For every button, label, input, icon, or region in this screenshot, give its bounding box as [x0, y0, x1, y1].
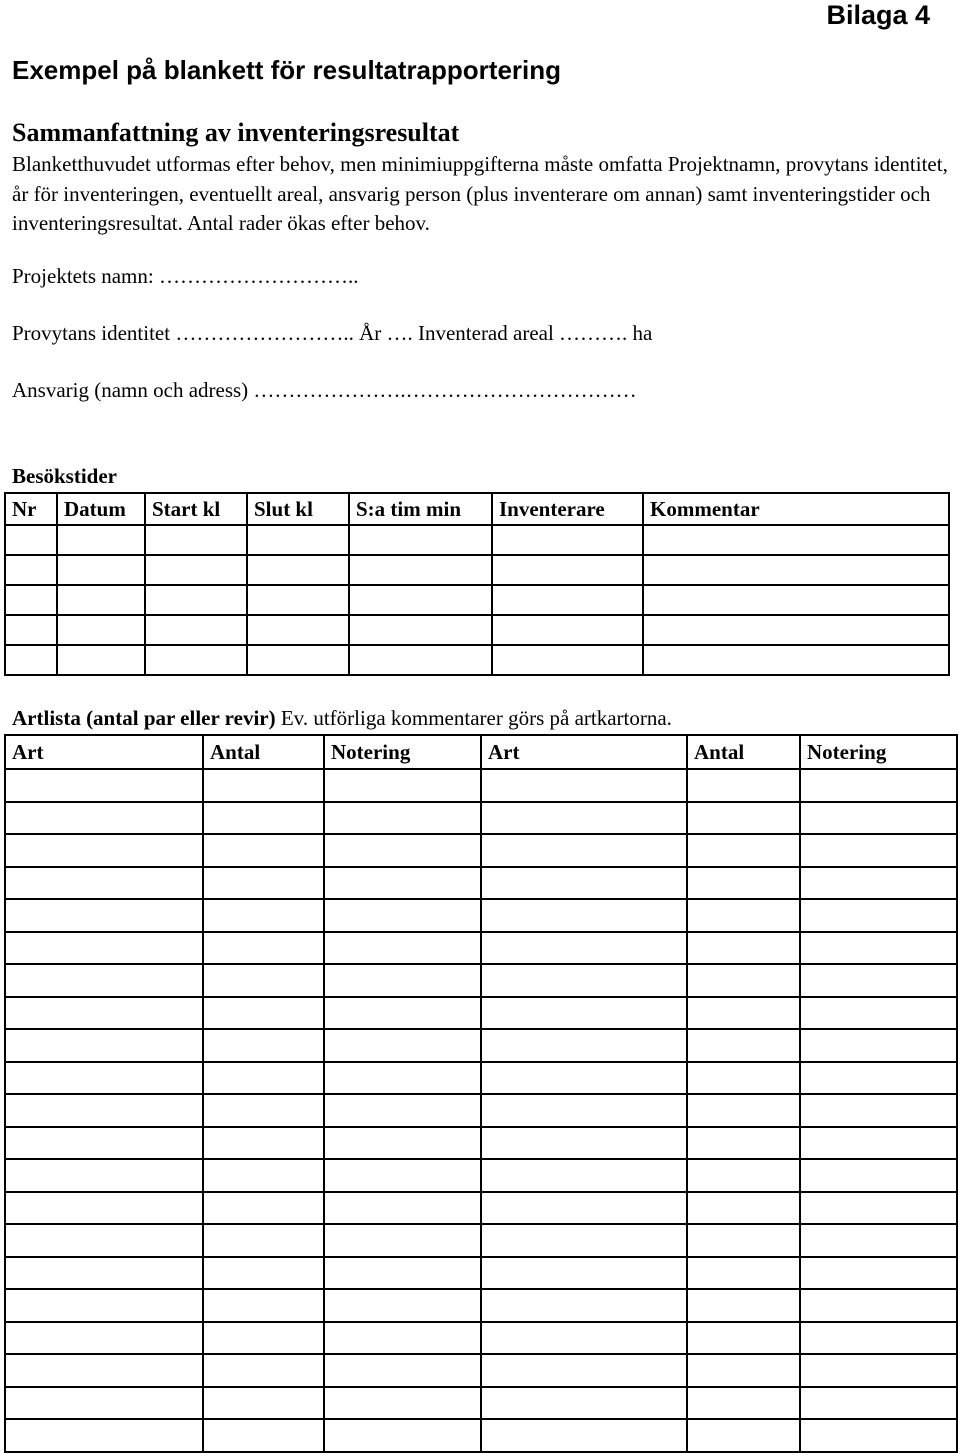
table-cell[interactable] [5, 645, 57, 675]
table-cell[interactable] [800, 1354, 957, 1387]
table-cell[interactable] [481, 1354, 687, 1387]
table-cell[interactable] [5, 1419, 203, 1452]
table-row [5, 802, 957, 835]
table-cell[interactable] [203, 1029, 324, 1062]
table-cell[interactable] [5, 1094, 203, 1127]
table-cell[interactable] [481, 899, 687, 932]
table-cell[interactable] [643, 555, 949, 585]
table-cell[interactable] [5, 615, 57, 645]
table-row [5, 1257, 957, 1290]
table-cell[interactable] [687, 1387, 800, 1420]
table-cell[interactable] [687, 997, 800, 1030]
table-cell[interactable] [800, 932, 957, 965]
table-cell[interactable] [800, 769, 957, 802]
table-cell[interactable] [324, 802, 481, 835]
table-cell[interactable] [203, 997, 324, 1030]
table-cell[interactable] [203, 899, 324, 932]
table-cell[interactable] [800, 867, 957, 900]
table-cell[interactable] [5, 555, 57, 585]
table-cell[interactable] [324, 867, 481, 900]
table-cell[interactable] [5, 525, 57, 555]
table-cell[interactable] [324, 769, 481, 802]
table-cell[interactable] [687, 1419, 800, 1452]
species-table-title [12, 706, 672, 731]
table-cell[interactable] [481, 1159, 687, 1192]
table-cell[interactable] [203, 769, 324, 802]
table-cell[interactable] [203, 1062, 324, 1095]
table-cell[interactable] [324, 1094, 481, 1127]
table-cell[interactable] [57, 645, 145, 675]
table-row [5, 932, 957, 965]
table-cell[interactable] [324, 899, 481, 932]
table-cell[interactable] [481, 802, 687, 835]
table-cell[interactable] [5, 769, 203, 802]
form-title: Exempel på blankett för resultatrapportering [12, 55, 562, 85]
table-cell[interactable] [324, 1322, 481, 1355]
table-row [5, 769, 957, 802]
table-cell[interactable] [324, 1192, 481, 1225]
table-cell[interactable] [247, 525, 349, 555]
table-cell[interactable] [5, 1257, 203, 1290]
species-title-note: Ev. utförliga kommentarer görs på artkartorna. [275, 706, 672, 730]
table-row [5, 997, 957, 1030]
table-cell[interactable] [481, 1257, 687, 1290]
table-cell[interactable] [800, 802, 957, 835]
table-cell[interactable] [203, 932, 324, 965]
table-cell[interactable] [247, 585, 349, 615]
table-row [5, 867, 957, 900]
table-cell[interactable] [5, 1159, 203, 1192]
species-col-art: Art [5, 735, 203, 769]
table-cell[interactable] [5, 1062, 203, 1095]
table-cell[interactable] [481, 1062, 687, 1095]
table-cell[interactable] [800, 1029, 957, 1062]
visits-col-slut: Slut kl [247, 493, 349, 525]
table-cell[interactable] [800, 1127, 957, 1160]
table-cell[interactable] [145, 585, 247, 615]
table-row [5, 525, 949, 555]
table-cell[interactable] [800, 834, 957, 867]
table-cell[interactable] [687, 1094, 800, 1127]
visits-table-title: Besökstider [12, 464, 117, 488]
table-cell[interactable] [203, 802, 324, 835]
table-cell[interactable] [481, 1192, 687, 1225]
table-row [5, 1224, 957, 1257]
species-title-bold: Artlista (antal par eller revir) [12, 706, 276, 730]
table-cell[interactable] [5, 834, 203, 867]
summary-intro: Blanketthuvudet utformas efter behov, men minimiuppgifterna måste omfatta Projektnamn, provytans identitet, år för inventeringen, eventuellt areal, ansvarig person (plus inventerare om annan) samt inventeringstider och inventeringsresultat. Antal rader ökas efter behov. [12, 152, 948, 235]
table-cell[interactable] [57, 555, 145, 585]
table-cell[interactable] [800, 899, 957, 932]
table-cell[interactable] [324, 1289, 481, 1322]
table-cell[interactable] [687, 1062, 800, 1095]
table-cell[interactable] [5, 1224, 203, 1257]
table-row [5, 899, 957, 932]
table-cell[interactable] [5, 1192, 203, 1225]
table-cell[interactable] [800, 1322, 957, 1355]
table-cell[interactable] [800, 1192, 957, 1225]
table-cell[interactable] [481, 1127, 687, 1160]
table-cell[interactable] [324, 1224, 481, 1257]
table-cell[interactable] [687, 1289, 800, 1322]
table-cell[interactable] [481, 1419, 687, 1452]
table-cell[interactable] [687, 1127, 800, 1160]
table-cell[interactable] [492, 585, 643, 615]
table-row [5, 645, 949, 675]
table-cell[interactable] [481, 997, 687, 1030]
visits-col-total: S:a tim min [349, 493, 492, 525]
table-cell[interactable] [687, 1224, 800, 1257]
table-cell[interactable] [5, 1322, 203, 1355]
table-cell[interactable] [800, 1387, 957, 1420]
table-cell[interactable] [203, 1224, 324, 1257]
table-cell[interactable] [324, 1257, 481, 1290]
table-cell[interactable] [349, 615, 492, 645]
table-cell[interactable] [687, 932, 800, 965]
table-row [5, 1094, 957, 1127]
table-cell[interactable] [247, 555, 349, 585]
table-cell[interactable] [687, 964, 800, 997]
table-row [5, 1289, 957, 1322]
table-cell[interactable] [687, 834, 800, 867]
table-cell[interactable] [145, 525, 247, 555]
table-cell[interactable] [203, 1354, 324, 1387]
table-cell[interactable] [324, 1419, 481, 1452]
species-col-antal-2: Antal [687, 735, 800, 769]
visits-col-datum: Datum [57, 493, 145, 525]
table-cell[interactable] [57, 525, 145, 555]
table-cell[interactable] [800, 1257, 957, 1290]
table-cell[interactable] [324, 997, 481, 1030]
table-row [5, 1192, 957, 1225]
table-row [5, 964, 957, 997]
table-cell[interactable] [481, 1322, 687, 1355]
table-cell[interactable] [687, 769, 800, 802]
table-cell[interactable] [5, 867, 203, 900]
table-cell[interactable] [5, 964, 203, 997]
table-cell[interactable] [687, 1192, 800, 1225]
table-cell[interactable] [643, 525, 949, 555]
table-cell[interactable] [5, 802, 203, 835]
table-row [5, 1029, 957, 1062]
table-cell[interactable] [492, 525, 643, 555]
table-cell[interactable] [5, 932, 203, 965]
table-cell[interactable] [800, 1419, 957, 1452]
table-cell[interactable] [800, 1224, 957, 1257]
plot-identity-field[interactable]: Provytans identitet …………………….. År …. Inventerad areal ………. ha [12, 321, 653, 345]
visits-col-start: Start kl [145, 493, 247, 525]
summary-heading: Sammanfattning av inventeringsresultat [12, 118, 460, 147]
species-col-art-2: Art [481, 735, 687, 769]
table-row [5, 1127, 957, 1160]
table-cell[interactable] [349, 585, 492, 615]
table-row [5, 585, 949, 615]
table-cell[interactable] [5, 1127, 203, 1160]
table-cell[interactable] [5, 1354, 203, 1387]
table-cell[interactable] [5, 1289, 203, 1322]
table-cell[interactable] [324, 1354, 481, 1387]
table-cell[interactable] [57, 615, 145, 645]
table-cell[interactable] [687, 1322, 800, 1355]
table-cell[interactable] [324, 1159, 481, 1192]
table-cell[interactable] [203, 1387, 324, 1420]
table-cell[interactable] [687, 899, 800, 932]
table-cell[interactable] [5, 585, 57, 615]
table-cell[interactable] [687, 1159, 800, 1192]
table-cell[interactable] [247, 615, 349, 645]
project-name-field[interactable]: Projektets namn: ……………………….. [12, 264, 359, 288]
table-cell[interactable] [203, 1257, 324, 1290]
table-cell[interactable] [5, 1029, 203, 1062]
table-row [5, 1354, 957, 1387]
responsible-field[interactable]: Ansvarig (namn och adress) ………………….…………………………… [12, 378, 637, 402]
table-cell[interactable] [203, 834, 324, 867]
table-cell[interactable] [247, 645, 349, 675]
table-cell[interactable] [145, 645, 247, 675]
table-cell[interactable] [481, 834, 687, 867]
table-cell[interactable] [800, 1094, 957, 1127]
table-cell[interactable] [481, 964, 687, 997]
table-row [5, 615, 949, 645]
table-cell[interactable] [203, 1094, 324, 1127]
table-cell[interactable] [203, 1159, 324, 1192]
table-cell[interactable] [687, 867, 800, 900]
table-cell[interactable] [5, 1387, 203, 1420]
species-col-antal: Antal [203, 735, 324, 769]
visits-col-inventerare: Inventerare [492, 493, 643, 525]
table-row [5, 1322, 957, 1355]
table-cell[interactable] [324, 964, 481, 997]
table-cell[interactable] [492, 615, 643, 645]
visits-table [4, 492, 950, 676]
table-row [5, 555, 949, 585]
visits-col-kommentar: Kommentar [643, 493, 949, 525]
table-cell[interactable] [324, 1029, 481, 1062]
table-cell[interactable] [145, 555, 247, 585]
table-cell[interactable] [203, 1192, 324, 1225]
table-cell[interactable] [481, 1289, 687, 1322]
species-table [4, 734, 958, 1453]
table-cell[interactable] [203, 1127, 324, 1160]
visits-col-nr: Nr [5, 493, 57, 525]
table-cell[interactable] [492, 555, 643, 585]
table-cell[interactable] [687, 1354, 800, 1387]
table-cell[interactable] [145, 615, 247, 645]
table-cell[interactable] [800, 1159, 957, 1192]
table-cell[interactable] [5, 899, 203, 932]
table-cell[interactable] [800, 997, 957, 1030]
table-cell[interactable] [324, 834, 481, 867]
table-cell[interactable] [643, 615, 949, 645]
table-cell[interactable] [203, 1289, 324, 1322]
table-cell[interactable] [349, 645, 492, 675]
table-cell[interactable] [203, 964, 324, 997]
table-cell[interactable] [800, 1289, 957, 1322]
table-cell[interactable] [349, 555, 492, 585]
table-row [5, 1159, 957, 1192]
table-cell[interactable] [203, 1419, 324, 1452]
table-cell[interactable] [481, 1387, 687, 1420]
table-cell[interactable] [481, 867, 687, 900]
table-cell[interactable] [687, 1257, 800, 1290]
appendix-label: Bilaga 4 [826, 0, 930, 30]
table-cell[interactable] [5, 997, 203, 1030]
table-cell[interactable] [324, 1387, 481, 1420]
table-row [5, 1387, 957, 1420]
table-cell[interactable] [687, 1029, 800, 1062]
table-cell[interactable] [800, 964, 957, 997]
table-cell[interactable] [687, 802, 800, 835]
table-cell[interactable] [492, 645, 643, 675]
table-cell[interactable] [481, 1224, 687, 1257]
table-cell[interactable] [349, 525, 492, 555]
table-cell[interactable] [324, 1062, 481, 1095]
table-cell[interactable] [643, 645, 949, 675]
table-cell[interactable] [800, 1062, 957, 1095]
species-col-notering-2: Notering [800, 735, 957, 769]
species-header-row [5, 735, 957, 769]
table-row [5, 834, 957, 867]
table-cell[interactable] [57, 585, 145, 615]
table-cell[interactable] [324, 1127, 481, 1160]
table-cell[interactable] [203, 867, 324, 900]
species-col-notering: Notering [324, 735, 481, 769]
table-row [5, 1062, 957, 1095]
table-cell[interactable] [203, 1322, 324, 1355]
visits-header-row [5, 493, 949, 525]
table-cell[interactable] [481, 769, 687, 802]
table-cell[interactable] [481, 1094, 687, 1127]
table-cell[interactable] [324, 932, 481, 965]
table-cell[interactable] [481, 1029, 687, 1062]
table-cell[interactable] [643, 585, 949, 615]
table-row [5, 1419, 957, 1452]
table-cell[interactable] [481, 932, 687, 965]
